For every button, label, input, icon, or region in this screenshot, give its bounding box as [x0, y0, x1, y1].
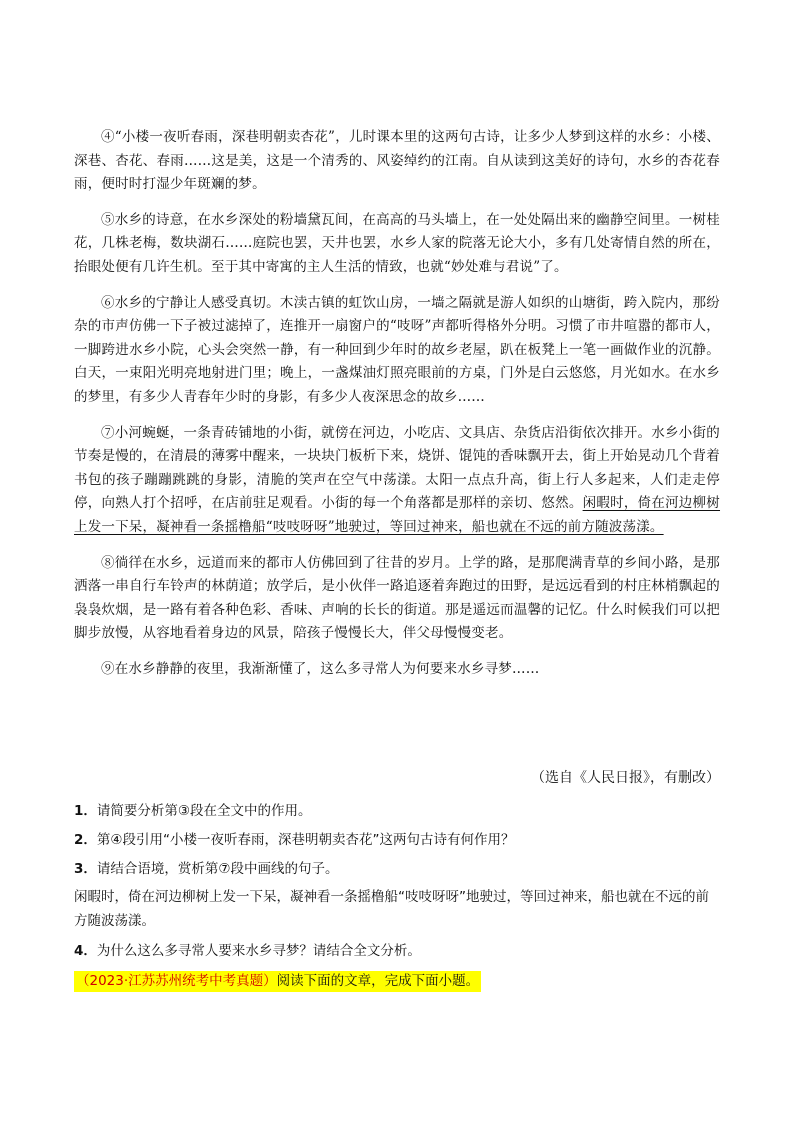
- section-instruction: 阅读下面的文章，完成下面小题。: [276, 973, 480, 989]
- question-1: [74, 800, 720, 822]
- paragraph-9: ⑨在水乡静静的夜里，我渐渐懂了，这么多寻常人为何要来水乡寻梦……: [101, 660, 540, 677]
- paragraph-7: [74, 422, 720, 540]
- question-text: 请简要分析第③段在全文中的作用。: [96, 803, 312, 819]
- question-text: 请结合语境，赏析第⑦段中画线的句子。: [96, 861, 339, 877]
- question-list: [74, 800, 720, 992]
- next-section-heading: [74, 971, 481, 992]
- paragraph-7-text: ⑦小河蜿蜒，一条青砖铺地的小街，就傍在河边，小吃店、文具店、杂货店沿街依次排开。水乡小街的节奏是慢的，在清晨的薄雾中醒来，一块块门板析下来，烧饼、馄饨的香味飘开去，街上开始晃动几个背着书包的孩子蹦蹦跳跳的身影，清脆的笑声在空气中荡漾。太阳一点点升高，街上行人多起来，人们走走停停，向熟人打个招呼，在店前驻足观看。小街的每一个角落都是那样的亲切、悠然。: [74, 424, 720, 512]
- question-number: 1．: [74, 803, 97, 819]
- article-source: （选自《人民日报》，有删改）: [531, 770, 720, 786]
- question-2: [74, 829, 720, 851]
- question-text: 为什么这么多寻常人要来水乡寻梦？请结合全文分析。: [96, 943, 421, 959]
- question-number: 4．: [74, 943, 97, 959]
- paragraph-8: ⑧徜徉在水乡，远道而来的都市人仿佛回到了往昔的岁月。上学的路，是那爬满青草的乡间小路，是那洒落一串自行车铃声的林荫道；放学后，是小伙伴一路追逐着奔跑过的田野，是远远看到的村庄林梢飘起的袅袅炊烟，是一路有着各种色彩、香味、声响的长长的街道。那是遥远而温馨的记忆。什么时候我们可以把脚步放慢，从容地看着身边的风景，陪孩子慢慢长大，伴父母慢慢变老。: [74, 554, 720, 642]
- question-3-quoted-sentence: 闲暇时，倚在河边柳树上发一下呆，凝神看一条摇橹船“吱吱呀呀”地驶过，等回过神来，船也就在不远的前方随波荡漾。: [74, 889, 709, 929]
- article-body: [74, 126, 720, 693]
- question-3: [74, 858, 720, 880]
- exam-source-label: （2023·江苏苏州统考中考真题）: [76, 973, 277, 989]
- question-4: [74, 940, 720, 962]
- paragraph-4: ④“小楼一夜听春雨，深巷明朝卖杏花”，儿时课本里的这两句古诗，让多少人梦到这样的水乡：小楼、深巷、杏花、春雨……这是美，这是一个清秀的、风姿绰约的江南。自从读到这美好的诗句，水乡的杏花春雨，便时时打湿少年斑斓的梦。: [74, 129, 720, 193]
- question-number: 2．: [74, 832, 97, 848]
- paragraph-5: ⑤水乡的诗意，在水乡深处的粉墙黛瓦间，在高高的马头墙上，在一处处隔出来的幽静空间里。一树桂花，几株老梅，数块湖石……庭院也罢，天井也罢，水乡人家的院落无论大小，多有几处寄情自然的所在，抬眼处便有几许生机。至于其中寄寓的主人生活的情致，也就“妙处难与君说”了。: [74, 211, 720, 275]
- underlined-sentence: 闲暇时，倚在河边柳树上发一下呆，凝神看一条摇橹船“吱吱呀呀”地驶过，等回过神来，船也就在不远的前方随波荡漾。: [74, 495, 721, 535]
- paragraph-6: ⑥水乡的宁静让人感受真切。木渎古镇的虹饮山房，一墙之隔就是游人如织的山塘街，跨入院内，那纷杂的市声仿佛一下子被过滤掉了，连推开一扇窗户的“吱呀”声都听得格外分明。习惯了市井喧嚣的都市人，一脚跨进水乡小院，心头会突然一静，有一种回到少年时的故乡老屋，趴在板凳上一笔一画做作业的沉静。白天，一束阳光明亮地射进门里；晚上，一盏煤油灯照亮眼前的方桌，门外是白云悠悠，月光如水。在水乡的梦里，有多少人青春年少时的身影，有多少人夜深思念的故乡……: [74, 294, 720, 405]
- question-number: 3．: [74, 861, 97, 877]
- question-text: 第④段引用“小楼一夜听春雨，深巷明朝卖杏花”这两句古诗有何作用？: [96, 832, 515, 848]
